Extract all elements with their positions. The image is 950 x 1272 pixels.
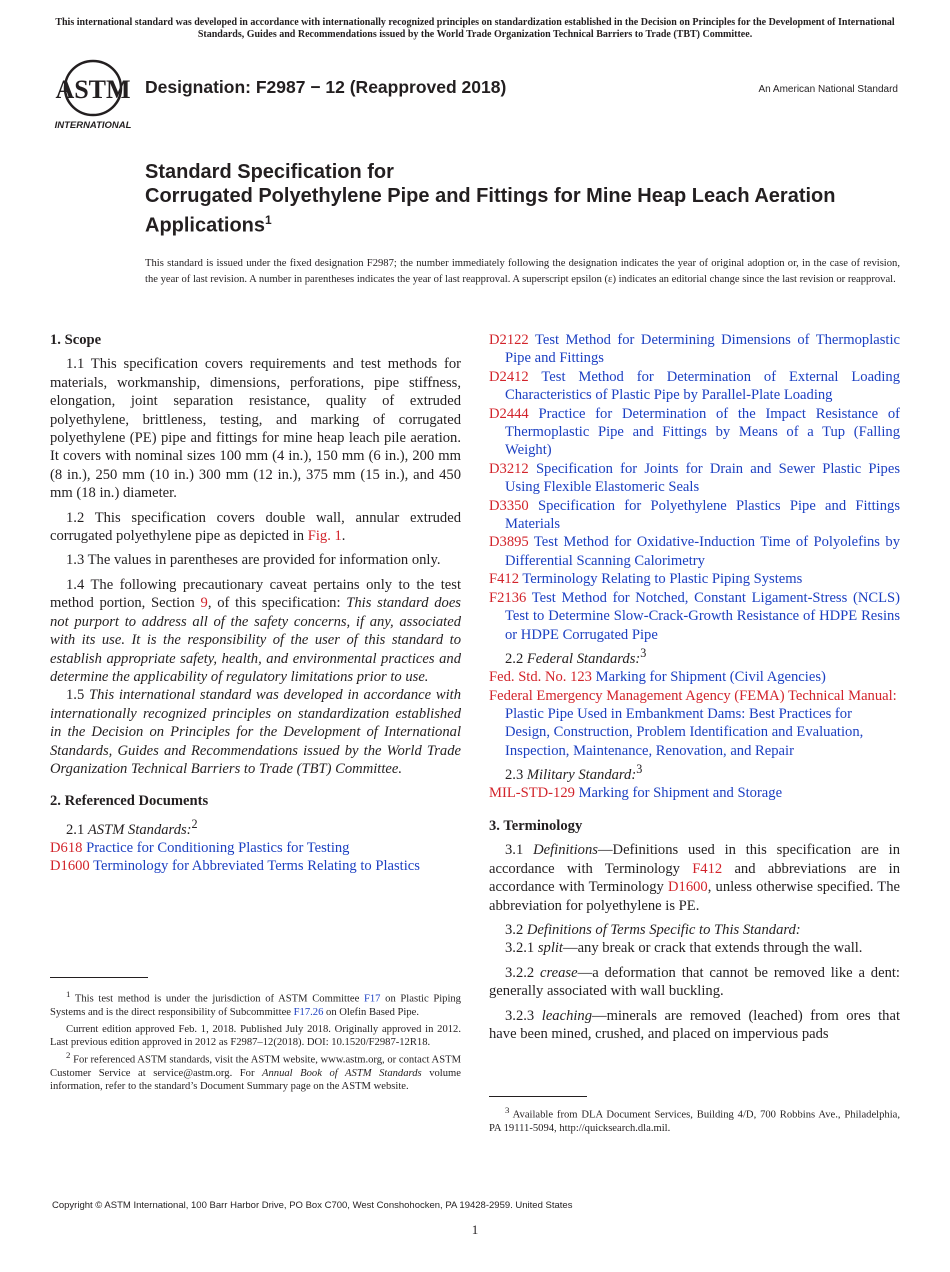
para-3-2-1: 3.2.1 split—any break or crack that extends through the wall. xyxy=(505,940,863,957)
para-3-2-3: 3.2.3 leaching—minerals are removed (leached) from ores that have been mined, crushed, and placed on impervious pads xyxy=(489,1007,900,1042)
para-3-2: 3.2 Definitions of Terms Specific to This Standard: xyxy=(505,921,801,938)
ref-fed-std-123[interactable]: Fed. Std. No. 123 Marking for Shipment (Civil Agencies) xyxy=(489,669,826,686)
section-heading-terminology: 3. Terminology xyxy=(489,817,583,834)
para-3-2-2: 3.2.2 crease—a deformation that cannot be removed like a dent: generally associated with wall buckling. xyxy=(489,964,900,1000)
d1600-link[interactable]: D1600 xyxy=(667,879,708,896)
federal-standards-label: 2.2 Federal Standards:$^3$ xyxy=(505,645,647,667)
footnote-1-current-edition: Current edition approved Feb. 1, 2018. Published July 2018. Originally approved in 2012. Last previous edition approved in 2012 as F2987–12(2018). DOI: 10.1520/F2987-12R18. xyxy=(50,1023,461,1049)
left-column xyxy=(50,331,461,876)
astm-logo-mark xyxy=(52,58,134,133)
f17-link[interactable]: F17 xyxy=(363,993,381,1005)
footnote-2-ref[interactable]: 2 xyxy=(191,816,198,831)
ref-d2122[interactable]: D2122 Test Method for Determining Dimensions of Thermoplastic Pipe and Fittings xyxy=(489,332,900,367)
astm-standards-label: 2.1 ASTM Standards:$^2$ xyxy=(66,816,198,838)
para-1-1: 1.1 This specification covers requirements and test methods for materials, workmanship, dimensions, perforations, pipe stiffness, elongation, joint separation resistance, quality of extruded polyethylene, brittleness, testing, and marking of corrugated polyethylene (PE) pipe and fittings for mine heap leach pile aeration. It covers with nominal sizes 100 mm (4 in.), 150 mm (6 in.), 200 mm (8 in.), 250 mm (10 in.) 300 mm (12 in.), 375 mm (15 in.), and 450 mm (18 in.) diameter. xyxy=(50,356,461,502)
footnote-rule-right xyxy=(489,1096,587,1097)
f17-26-link[interactable]: F17.26 xyxy=(293,1006,324,1018)
ref-d2412[interactable]: D2412 Test Method for Determination of External Loading Characteristics of Plastic Pipe by Parallel-Plate Loading xyxy=(489,368,900,404)
ref-d2444[interactable]: D2444 Practice for Determination of the Impact Resistance of Thermoplastic Pipe and Fittings by Means of a Tup (Falling Weight) xyxy=(489,405,900,459)
page-number: 1 xyxy=(471,1222,479,1237)
ref-f412[interactable]: F412 Terminology Relating to Plastic Piping Systems xyxy=(489,571,803,588)
footnote-3: $^3$ Available from DLA Document Services, Building 4/D, 700 Robbins Ave., Philadelphia, PA 19111-5094, http://quicksearch.dla.mil. xyxy=(489,1105,900,1134)
american-national-standard: An American National Standard xyxy=(758,84,898,95)
footnote-3-ref-military[interactable]: 3 xyxy=(636,762,643,777)
tbt-notice: This international standard was developed in accordance with internationally recognized principles on standardization established in the Decision on Principles for the Development of International Standards, Guides and Recommendations issued by the World Trade Organization Technical Barriers to Trade (TBT) Committee. xyxy=(55,17,895,40)
copyright: Copyright © ASTM International, 100 Barr Harbor Drive, PO Box C700, West Conshohocken, PA 19428-2959. United States xyxy=(52,1200,573,1211)
ref-d3212[interactable]: D3212 Specification for Joints for Drain and Sewer Plastic Pipes Using Flexible Elastomeric Seals xyxy=(489,460,900,496)
title-line1: Standard Specification for xyxy=(145,161,394,183)
ref-d618[interactable]: D618 Practice for Conditioning Plastics for Testing xyxy=(50,840,350,857)
f412-link[interactable]: F412 xyxy=(692,860,723,877)
ref-d3895[interactable]: D3895 Test Method for Oxidative-Induction Time of Polyolefins by Differential Scanning Calorimetry xyxy=(489,534,900,569)
astm-logo xyxy=(52,58,134,133)
designation: Designation: F2987 − 12 (Reapproved 2018) xyxy=(145,77,507,97)
footnote-rule-left xyxy=(50,977,148,978)
fig-1-link[interactable]: Fig. 1 xyxy=(307,528,342,545)
ref-fema-manual[interactable]: Federal Emergency Management Agency (FEMA) Technical Manual: Plastic Pipe Used in Embankment Dams: Best Practices for Design, Construction, Problem Identification and Evaluation, Inspection, Maintenance, Renovation, and Repair xyxy=(489,687,897,759)
para-3-1: 3.1 Definitions—Definitions used in this specification are in accordance with Terminology F412 and abbreviations are in accordance with Terminology D1600, unless otherwise specified. The abbreviation for polyethylene is PE. xyxy=(489,842,901,914)
title-main: Corrugated Polyethylene Pipe and Fittings for Mine Heap Leach Aeration Applications$^1$ xyxy=(145,185,836,237)
title-footnote-ref[interactable]: 1 xyxy=(265,213,272,227)
para-1-3: 1.3 The values in parentheses are provided for information only. xyxy=(66,552,441,569)
para-1-2: 1.2 This specification covers double wall, annular extruded corrugated polyethylene pipe as depicted in Fig. 1. xyxy=(50,509,461,545)
issued-note: This standard is issued under the fixed designation F2987; the number immediately following the designation indicates the year of original adoption or, in the case of revision, the year of last revision. A number in parentheses indicates the year of last reapproval. A superscript epsilon (ε) indicates an editorial change since the last revision or reapproval. xyxy=(145,258,900,285)
document-title xyxy=(145,160,865,238)
logo-letters: ASTM xyxy=(55,75,131,104)
section-9-link[interactable]: 9 xyxy=(200,595,208,612)
right-column xyxy=(489,331,900,1043)
footnote-3-ref[interactable]: 3 xyxy=(640,645,647,660)
ref-mil-std-129[interactable]: MIL-STD-129 Marking for Shipment and Storage xyxy=(489,785,783,802)
para-1-5: 1.5 This international standard was developed in accordance with internationally recognized principles on standardization established in the Decision on Principles for the Development of International Standards, Guides and Recommendations issued by the World Trade Organization Technical Barriers to Trade (TBT) Committee. xyxy=(50,687,462,777)
section-heading-referenced-documents: 2. Referenced Documents xyxy=(50,793,209,810)
section-heading-scope: 1. Scope xyxy=(50,332,102,348)
logo-word: INTERNATIONAL xyxy=(54,120,132,131)
ref-d1600[interactable]: D1600 Terminology for Abbreviated Terms Relating to Plastics xyxy=(50,858,420,875)
footnote-2: $^2$ For referenced ASTM standards, visit the ASTM website, www.astm.org, or contact ASTM Customer Service at service@astm.org. For Annual Book of ASTM Standards volume information, refer to the standard’s Document Summary page on the ASTM website. xyxy=(50,1050,461,1093)
ref-f2136[interactable]: F2136 Test Method for Notched, Constant Ligament-Stress (NCLS) Test to Determine Slow-Crack-Growth Resistance of HDPE Resins or HDPE Corrugated Pipe xyxy=(489,589,900,643)
footnote-1: $^1$ This test method is under the jurisdiction of ASTM Committee F17 on Plastic Piping Systems and is the direct responsibility of Subcommittee F17.26 on Olefin Based Pipe. xyxy=(50,989,461,1018)
left-footnotes xyxy=(50,988,461,1093)
ref-d3350[interactable]: D3350 Specification for Polyethylene Plastics Pipe and Fittings Materials xyxy=(489,497,900,533)
military-standard-label: 2.3 Military Standard:$^3$ xyxy=(505,762,643,784)
para-1-4: 1.4 The following precautionary caveat pertains only to the test method portion, Section 9, of this specification: This standard does not purport to address all of the safety concerns, if any, associated with its use. It is the responsibility of the user of this standard to establish appropriate safety, health, and environmental practices and determine the applicability of regulatory limitations prior to use. xyxy=(50,576,461,685)
right-footnotes xyxy=(489,1104,900,1135)
